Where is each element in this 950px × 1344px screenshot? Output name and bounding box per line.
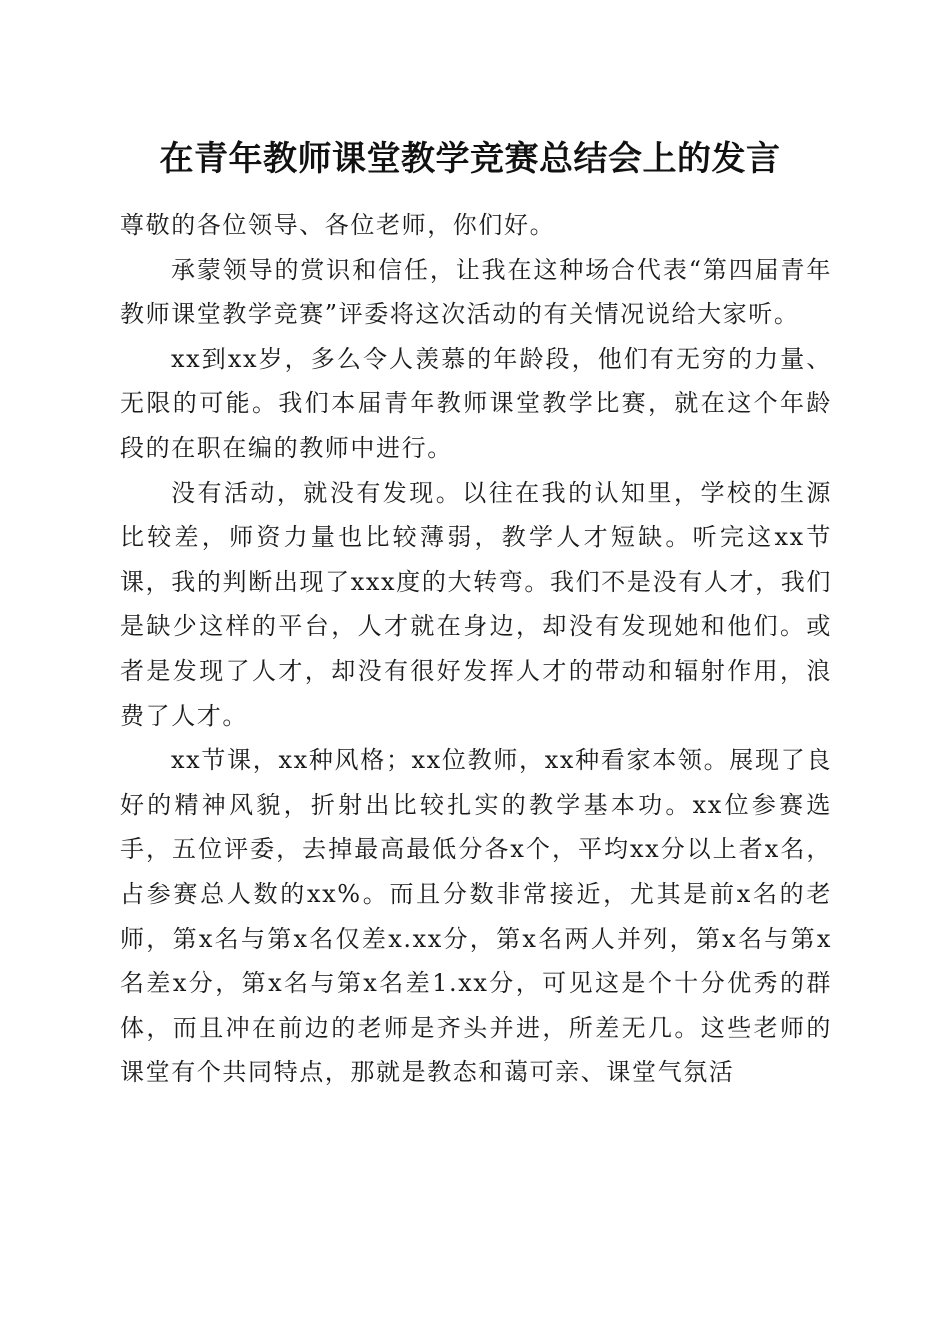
- paragraph-1: 承蒙领导的赏识和信任，让我在这种场合代表“第四届青年教师课堂教学竞赛”评委将这次活动的有关情况说给大家听。: [120, 255, 832, 329]
- salutation: 尊敬的各位领导、各位老师，你们好。: [120, 211, 556, 239]
- paragraph-3: 没有活动，就没有发现。以往在我的认知里，学校的生源比较差，师资力量也比较薄弱，教学人才短缺。听完这xx节课，我的判断出现了xxx度的大转弯。我们不是没有人才，我们是缺少这样的平台，人才就在身边，却没有发现她和他们。或者是发现了人才，却没有很好发挥人才的带动和辐射作用，浪费了人才。: [120, 478, 832, 730]
- document-body: [120, 203, 832, 1095]
- paragraph-2: xx到xx岁，多么令人羡慕的年龄段，他们有无穷的力量、无限的可能。我们本届青年教师课堂教学比赛，就在这个年龄段的在职在编的教师中进行。: [120, 344, 832, 462]
- paragraph-4: xx节课，xx种风格；xx位教师，xx种看家本领。展现了良好的精神风貌，折射出比较扎实的教学基本功。xx位参赛选手，五位评委，去掉最高最低分各x个，平均xx分以上者x名，占参赛总人数的xx%。而且分数非常接近，尤其是前x名的老师，第x名与第x名仅差x.xx分，第x名两人并列，第x名与第x名差x分，第x名与第x名差1.xx分，可见这是个十分优秀的群体，而且冲在前边的老师是齐头并进，所差无几。这些老师的课堂有个共同特点，那就是教态和蔼可亲、课堂气氛活: [120, 746, 832, 1087]
- document-title: 在青年教师课堂教学竞赛总结会上的发言: [159, 139, 781, 179]
